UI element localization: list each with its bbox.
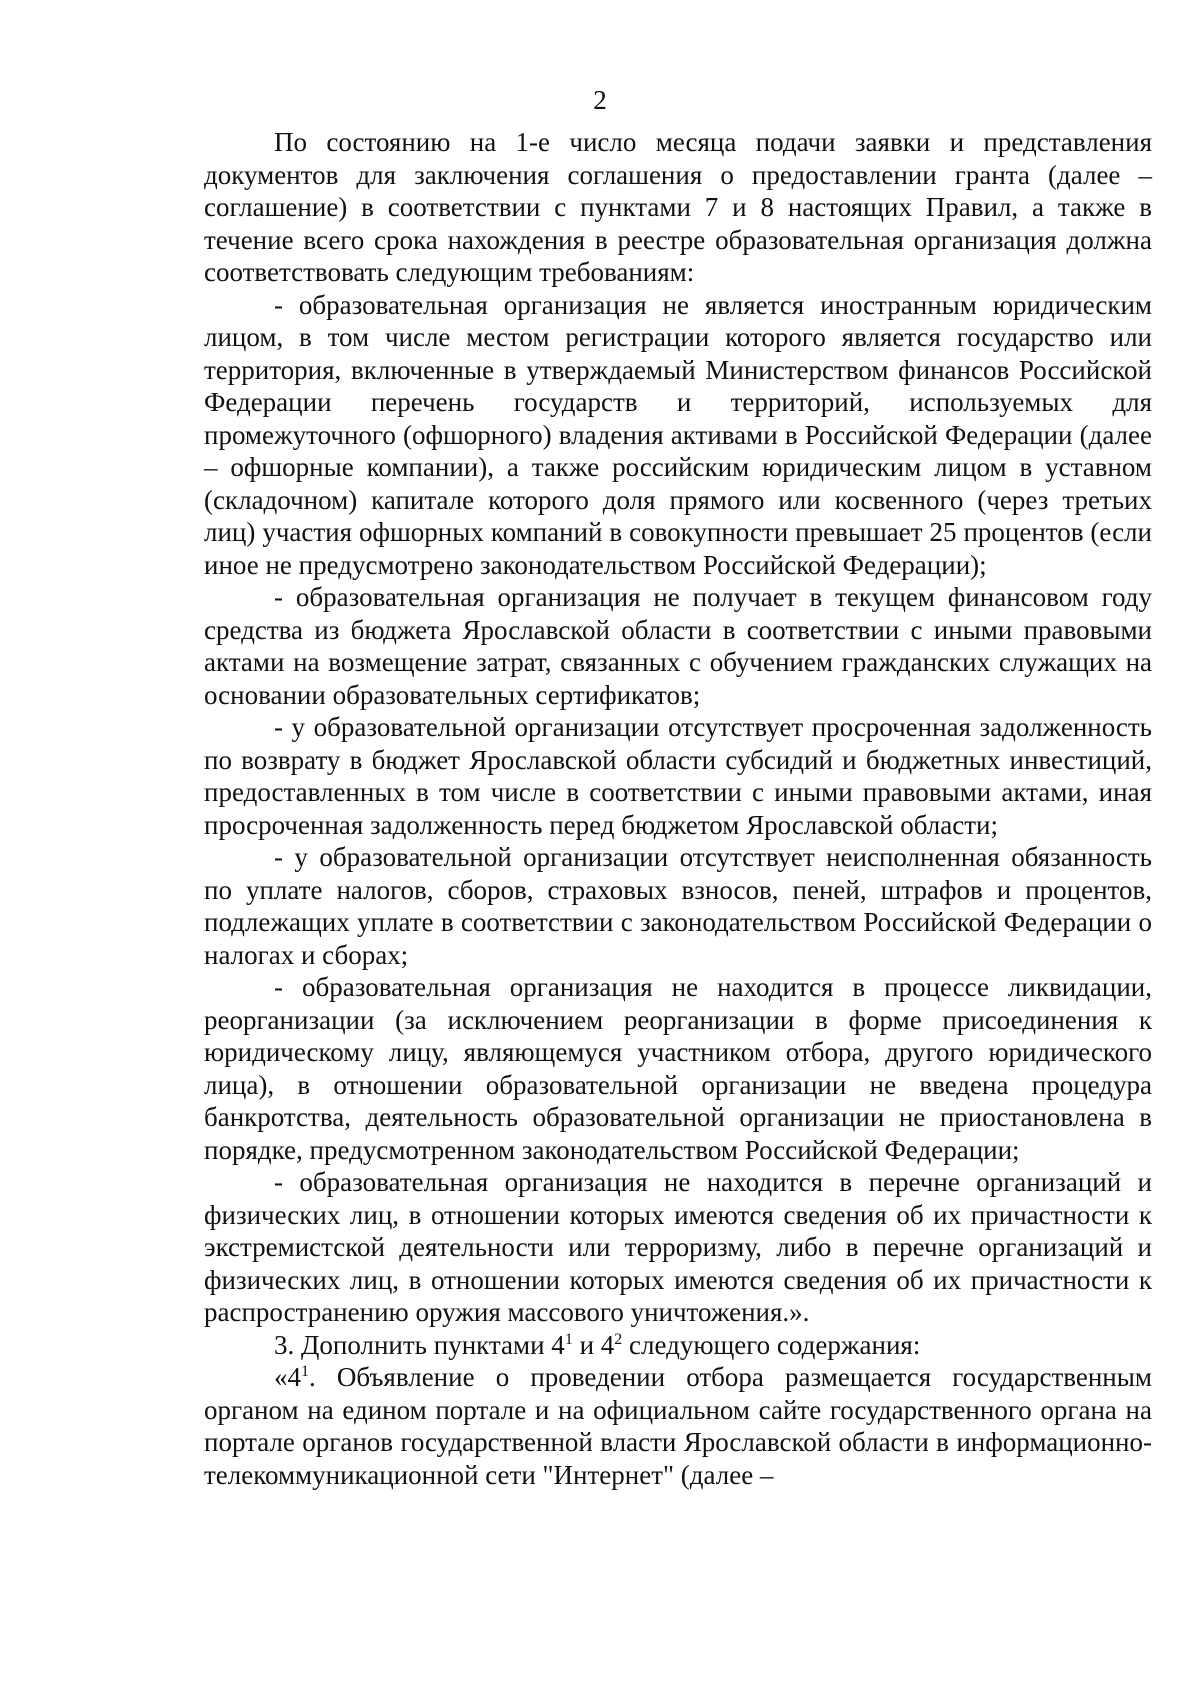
paragraph-requirement-extremism: - образовательная организация не находится в перечне организаций и физических лиц, в отношении которых имеются сведения об их причастности к экстремистской деятельности или терроризму, либо в перечне организаций и физических лиц, в отношении которых имеются сведения об их причастности к распространению оружия массового уничтожения.». [204, 1167, 1152, 1327]
paragraph-requirement-overdue-debt: - у образовательной организации отсутствует просроченная задолженность по возврату в бюджет Ярославской области субсидий и бюджетных инвестиций, предоставленных в том числе в соответствии с иными правовыми актами, иная просроченная задолженность перед бюджетом Ярославской области; [204, 712, 1152, 840]
item-3-suffix: следующего содержания: [622, 1329, 921, 1360]
paragraph-requirement-liquidation: - образовательная организация не находится в процессе ликвидации, реорганизации (за исключением реорганизации в форме присоединения к юридическому лицу, являющемуся участником отбора, другого юридического лица), в отношении образовательной организации не введена процедура банкротства, деятельность образовательной организации не приостановлена в порядке, предусмотренном законодательством Российской Федерации; [204, 972, 1152, 1165]
item-4-superscript: 1 [301, 1363, 309, 1380]
paragraph-requirement-taxes: - у образовательной организации отсутствует неисполненная обязанность по уплате налогов, сборов, страховых взносов, пеней, штрафов и процентов, подлежащих уплате в соответствии с законодательством Российской Федерации о налогах и сборах; [204, 842, 1152, 970]
paragraph-requirement-budget-funds: - образовательная организация не получает в текущем финансовом году средства из бюджета Ярославской области в соответствии с иными правовыми актами на возмещение затрат, связанных с обучением гражданских служащих на основании образовательных сертификатов; [204, 582, 1152, 710]
paragraph-requirement-offshore: - образовательная организация не является иностранным юридическим лицом, в том числе местом регистрации которого является государство или территория, включенные в утверждаемый Министерством финансов Российской Федерации перечень государств и территорий, используемых для промежуточного (офшорного) владения активами в Российской Федерации (далее – офшорные компании), а также российским юридическим лицом в уставном (складочном) капитале которого доля прямого или косвенного (через третьих лиц) участия офшорных компаний в совокупности превышает 25 процентов (если иное не предусмотрено законодательством Российской Федерации); [204, 289, 1152, 580]
item-4-prefix: «4 [274, 1362, 301, 1392]
paragraph-item-4-1 [204, 1361, 1152, 1491]
item-3-prefix: 3. Дополнить пунктами 4 [274, 1329, 565, 1360]
item-4-text: . Объявление о проведении отбора размещается государственным органом на едином портале и на официальном сайте государственного органа на портале органов государственной власти Ярославской области в информационно-телекоммуникационной сети "Интернет" (далее – [204, 1362, 1152, 1490]
paragraph-item-3 [204, 1329, 1152, 1362]
item-3-superscript-1: 1 [564, 1330, 573, 1348]
item-3-superscript-2: 2 [614, 1330, 623, 1348]
paragraph-intro: По состоянию на 1-е число месяца подачи заявки и представления документов для заключения соглашения о предоставлении гранта (далее – соглашение) в соответствии с пунктами 7 и 8 настоящих Правил, а также в течение всего срока нахождения в реестре образовательная организация должна соответствовать следующим требованиям: [204, 127, 1152, 287]
page-number: 2 [593, 85, 607, 115]
item-3-middle: и 4 [572, 1329, 615, 1360]
document-body [204, 126, 1152, 1491]
